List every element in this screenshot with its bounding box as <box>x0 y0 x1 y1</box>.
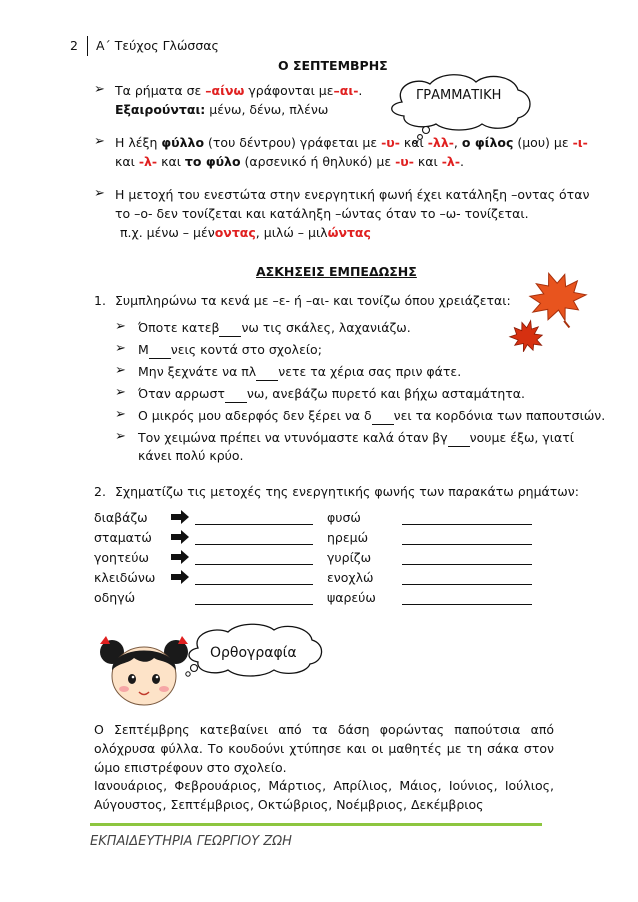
right-arrow-icon <box>170 550 190 564</box>
verb-word: ενοχλώ <box>327 570 374 585</box>
arrow-bullet-icon: ➢ <box>94 82 105 97</box>
answer-line[interactable] <box>195 544 313 545</box>
footer-line <box>90 823 542 826</box>
fill-blank[interactable] <box>372 408 394 425</box>
booklet-title: Α΄ Τεύχος Γλώσσας <box>96 38 219 53</box>
footer-text: ΕΚΠΑΙΔΕΥΤΗΡΙΑ ΓΕΩΡΓΙΟΥ ΖΩΗ <box>90 834 292 849</box>
fill-blank[interactable] <box>219 320 241 337</box>
answer-line[interactable] <box>195 584 313 585</box>
answer-line[interactable] <box>195 604 313 605</box>
verb-word: γυρίζω <box>327 550 372 565</box>
q1-item: Μην ξεχνάτε να πλ νετε τα χέρια σας πριν φάτε. <box>138 364 462 379</box>
answer-line[interactable] <box>402 584 532 585</box>
fill-blank[interactable] <box>225 386 247 403</box>
fill-blank[interactable] <box>149 342 171 359</box>
answer-line[interactable] <box>195 524 313 525</box>
right-arrow-icon <box>170 510 190 524</box>
grammar-cloud-label: ΓΡΑΜΜΑΤΙΚΗ <box>416 88 502 103</box>
rule-1-line-1: Τα ρήματα σε –αίνω γράφονται με–αι-. <box>115 83 363 98</box>
question-2-text: Σχηματίζω τις μετοχές της ενεργητικής φωνής των παρακάτω ρημάτων: <box>115 484 579 499</box>
answer-line[interactable] <box>195 564 313 565</box>
arrow-bullet-icon: ➢ <box>94 186 105 201</box>
page-title: Ο ΣΕΠΤΕΜΒΡΗΣ <box>278 58 388 73</box>
verb-word: γοητεύω <box>94 550 149 565</box>
verb-word: οδηγώ <box>94 590 136 605</box>
header-divider <box>87 36 88 56</box>
arrow-bullet-icon: ➢ <box>115 385 126 400</box>
rule-1-exceptions: Εξαιρούνται: μένω, δένω, πλένω <box>115 102 329 117</box>
q1-item: Όταν αρρωστ νω, ανεβάζω πυρετό και βήχω ασταμάτητα. <box>138 386 526 401</box>
fill-blank[interactable] <box>256 364 278 381</box>
rule-2-line-1: Η λέξη φύλλο (του δέντρου) γράφεται με -υ- και -λλ-, ο φίλος (μου) με -ι- <box>115 135 588 150</box>
rule-3-example: π.χ. μένω – μένοντας, μιλώ – μιλώντας <box>120 225 371 240</box>
verb-word: διαβάζω <box>94 510 148 525</box>
exercises-title: ΑΣΚΗΣΕΙΣ ΕΜΠΕΔΩΣΗΣ <box>256 264 417 279</box>
rule-2-line-2: και -λ- και το φύλο (αρσενικό ή θηλυκό) με -υ- και -λ-. <box>115 154 465 169</box>
arrow-bullet-icon: ➢ <box>115 319 126 334</box>
fill-blank[interactable] <box>448 430 470 447</box>
answer-line[interactable] <box>402 604 532 605</box>
verb-word: κλειδώνω <box>94 570 156 585</box>
arrow-bullet-icon: ➢ <box>115 429 126 444</box>
months-list: Ιανουάριος, Φεβρουάριος, Μάρτιος, Απρίλιος, Μάιος, Ιούνιος, Ιούλιος, Αύγουστος, Σεπτέμβριος, Οκτώβριος, Νοέμβριος, Δεκέμβριος <box>94 778 554 812</box>
arrow-bullet-icon: ➢ <box>94 134 105 149</box>
q1-item: Ο μικρός μου αδερφός δεν ξέρει να δ νει τα κορδόνια των παπουτσιών. <box>138 408 606 423</box>
rule-3-line-2: το –ο- δεν τονίζεται και κατάληξη –ώντας όταν το –ω- τονίζεται. <box>115 206 529 221</box>
question-1-number: 1. <box>94 293 106 308</box>
answer-line[interactable] <box>402 544 532 545</box>
spelling-cloud-label: Ορθογραφία <box>210 645 297 661</box>
q1-item: Τον χειμώνα πρέπει να ντυνόμαστε καλά όταν βγ νουμε έξω, γιατί <box>138 430 574 445</box>
answer-line[interactable] <box>402 564 532 565</box>
answer-line[interactable] <box>402 524 532 525</box>
q1-item-continuation: κάνει πολύ κρύο. <box>138 448 244 463</box>
q1-item: Μ νεις κοντά στο σχολείο; <box>138 342 322 357</box>
verb-word: ψαρεύω <box>327 590 376 605</box>
grammar-cloud-shape <box>384 72 538 144</box>
spelling-paragraph: Ο Σεπτέμβρης κατεβαίνει από τα δάση φορώντας παπούτσια από ολόχρυσα φύλλα. Το κουδούνι χτύπησε και οι μαθητές με τη σάκα στον ώμο επιστρέφουν στο σχολείο. <box>94 722 554 775</box>
page-number: 2 <box>70 38 78 53</box>
arrow-bullet-icon: ➢ <box>115 407 126 422</box>
question-2-number: 2. <box>94 484 106 499</box>
right-arrow-icon <box>170 530 190 544</box>
question-1-text: Συμπληρώνω τα κενά με –ε- ή –αι- και τονίζω όπου χρειάζεται: <box>115 293 511 308</box>
verb-word: φυσώ <box>327 510 361 525</box>
arrow-bullet-icon: ➢ <box>115 363 126 378</box>
maple-leaf-icon <box>506 318 546 358</box>
rule-3-line-1: Η μετοχή του ενεστώτα στην ενεργητική φωνή έχει κατάληξη –οντας όταν <box>115 187 590 202</box>
q1-item: Όποτε κατεβ νω τις σκάλες, λαχανιάζω. <box>138 320 411 335</box>
verb-word: ηρεμώ <box>327 530 369 545</box>
right-arrow-icon <box>170 570 190 584</box>
verb-word: σταματώ <box>94 530 152 545</box>
arrow-bullet-icon: ➢ <box>115 341 126 356</box>
